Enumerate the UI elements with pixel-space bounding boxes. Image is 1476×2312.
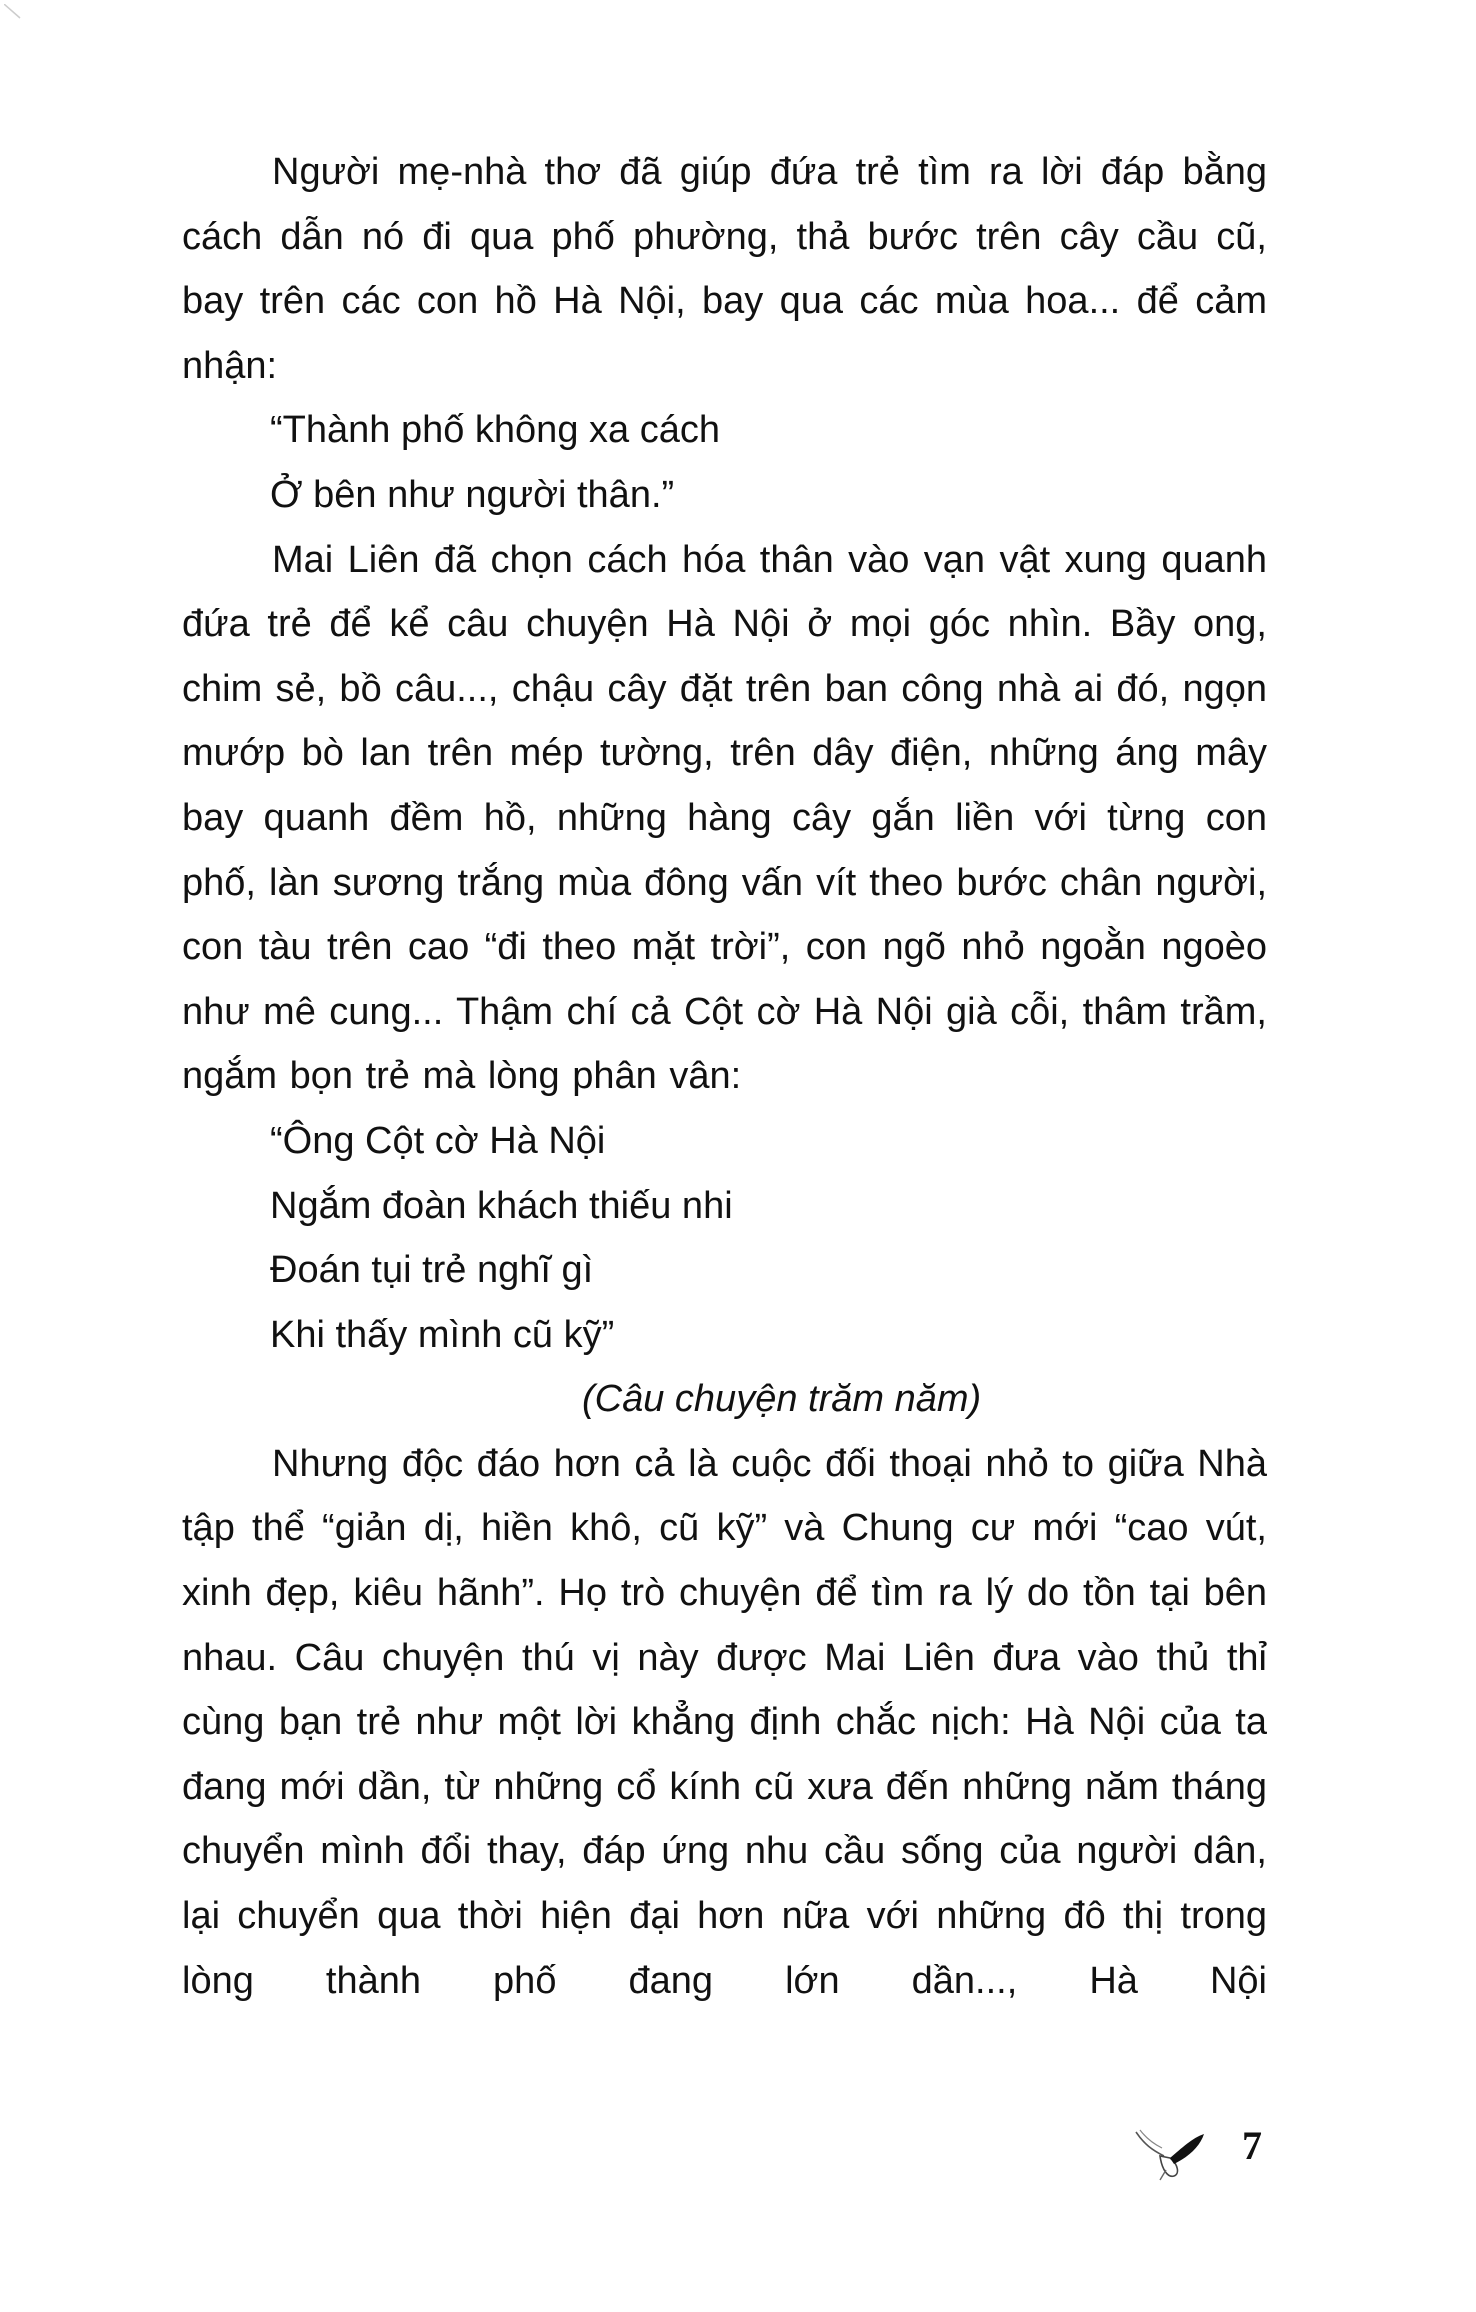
verse-2-line-1: “Ông Cột cờ Hà Nội xyxy=(270,1119,606,1162)
paragraph-2: Mai Liên đã chọn cách hóa thân vào vạn vật xung quanh đứa trẻ để kể câu chuyện Hà Nội ở mọi góc nhìn. Bầy ong, chim sẻ, bồ câu..., chậu cây đặt trên ban công nhà ai đó, ngọn mướp bò lan trên mép tường, trên dây điện, những áng mây bay quanh đềm hồ, những hàng cây gắn liền với từng con phố, làn sương trắng mùa đông vấn vít theo bước chân người, con tàu trên cao “đi theo mặt trời”, con ngõ nhỏ ngoằn ngoèo như mê cung... Thậm chí cả Cột cờ Hà Nội già cỗi, thâm trầm, ngắm bọn trẻ mà lòng phân vân: xyxy=(182,538,1267,1098)
poem-caption: (Câu chuyện trăm năm) xyxy=(582,1378,982,1421)
verse-1 xyxy=(182,398,1267,527)
verse-2-line-3: Đoán tụi trẻ nghĩ gì xyxy=(270,1249,594,1292)
flower-ornament-icon xyxy=(1130,2126,1210,2182)
verse-1-line-2: Ở bên như người thân.” xyxy=(270,473,675,516)
page-footer xyxy=(1130,2120,1280,2190)
verse-2 xyxy=(182,1109,1267,1367)
page-number: 7 xyxy=(1242,2123,1262,2168)
paragraph-1: Người mẹ-nhà thơ đã giúp đứa trẻ tìm ra lời đáp bằng cách dẫn nó đi qua phố phường, thả bước trên cây cầu cũ, bay trên các con hồ Hà Nội, bay qua các mùa hoa... để cảm nhận: xyxy=(182,151,1267,387)
verse-2-line-2: Ngắm đoàn khách thiếu nhi xyxy=(270,1184,733,1227)
verse-2-line-4: Khi thấy mình cũ kỹ” xyxy=(270,1313,615,1356)
body-text xyxy=(182,140,1267,2013)
corner-scan-mark-icon xyxy=(4,4,28,28)
verse-1-line-1: “Thành phố không xa cách xyxy=(270,409,720,452)
paragraph-3: Nhưng độc đáo hơn cả là cuộc đối thoại nhỏ to giữa Nhà tập thể “giản dị, hiền khô, cũ kỹ” và Chung cư mới “cao vút, xinh đẹp, kiêu hãnh”. Họ trò chuyện để tìm ra lý do tồn tại bên nhau. Câu chuyện thú vị này được Mai Liên đưa vào thủ thỉ cùng bạn trẻ như một lời khẳng định chắc nịch: Hà Nội của ta đang mới dần, từ những cổ kính cũ xưa đến những năm tháng chuyển mình đổi thay, đáp ứng nhu cầu sống của người dân, lại chuyển qua thời hiện đại hơn nữa với những đô thị trong lòng thành phố đang lớn dần..., Hà Nội xyxy=(182,1442,1267,2002)
